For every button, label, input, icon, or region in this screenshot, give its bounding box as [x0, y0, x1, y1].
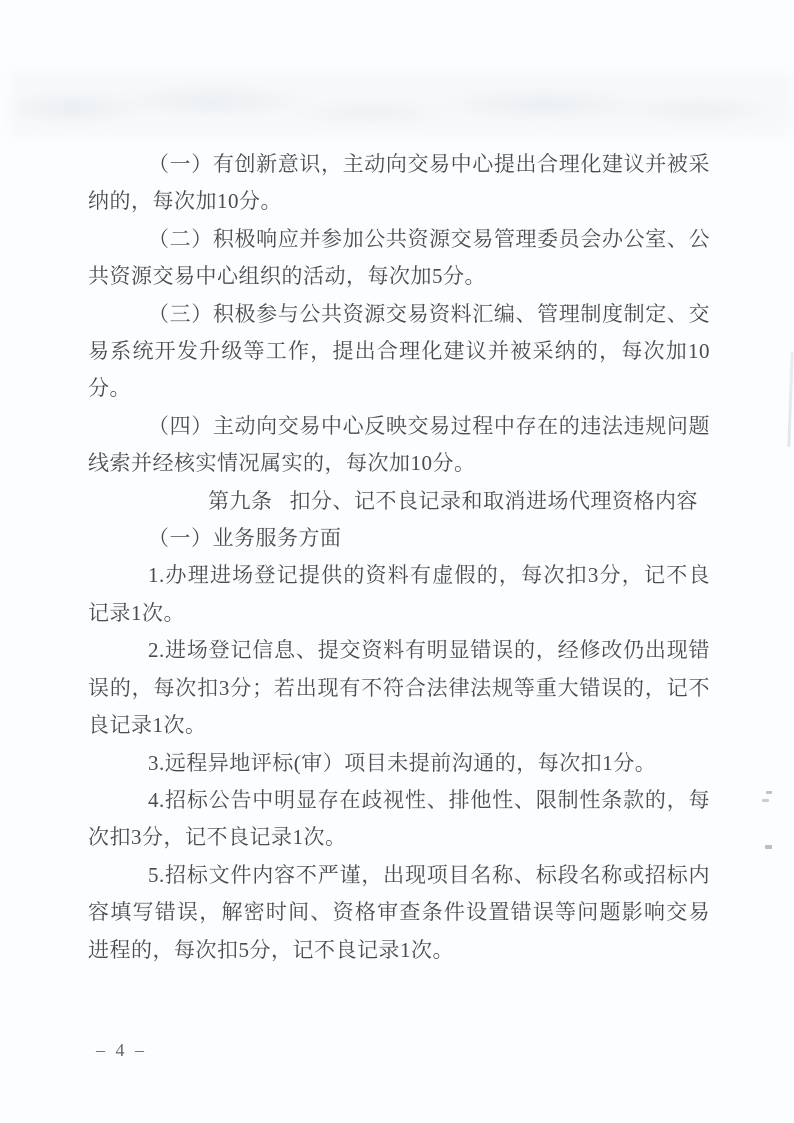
bonus-clause-3: （三）积极参与公共资源交易资料汇编、管理制度制定、交易系统开发升级等工作，提出合理化建议并被采纳的，每次加10分。 [88, 301, 710, 401]
bonus-clause-1: （一）有创新意识，主动向交易中心提出合理化建议并被采纳的，每次加10分。 [88, 152, 710, 214]
scan-speck-artifact [766, 791, 772, 794]
scan-speck-artifact [762, 799, 769, 802]
deduction-item-2: 2.进场登记信息、提交资料有明显错误的，经修改仍出现错误的，每次扣3分；若出现有不符合法律法规等重大错误的，记不良记录1次。 [88, 638, 710, 738]
deduction-item-5: 5.招标文件内容不严谨，出现项目名称、标段名称或招标内容填写错误，解密时间、资格审查条件设置错误等问题影响交易进程的，每次扣5分，记不良记录1次。 [88, 862, 710, 962]
subsection-heading-business-service: （一）业务服务方面 [148, 526, 342, 551]
article-9-title: 扣分、记不良记录和取消进场代理资格内容 [289, 488, 698, 513]
article-9-number: 第九条 [208, 488, 273, 513]
deduction-item-1: 1.办理进场登记提供的资料有虚假的，每次扣3分，记不良记录1次。 [88, 563, 710, 625]
deduction-item-3: 3.远程异地评标(审）项目未提前沟通的，每次扣1分。 [148, 750, 657, 775]
scan-edge-artifact [787, 352, 793, 447]
page-number: – 4 – [96, 1040, 147, 1060]
article-9-heading [88, 483, 710, 520]
document-body [88, 146, 710, 969]
deduction-item-4: 4.招标公告中明显存在歧视性、排他性、限制性条款的，每次扣3分，记不良记录1次。 [88, 787, 710, 850]
bonus-clause-2: （二）积极响应并参加公共资源交易管理委员会办公室、公共资源交易中心组织的活动，每次加5分。 [88, 226, 710, 289]
bonus-clause-4: （四）主动向交易中心反映交易过程中存在的违法违规问题线索并经核实情况属实的，每次加10分。 [88, 413, 710, 476]
ink-bleed-through-artifact [10, 72, 794, 138]
scan-speck-artifact [765, 845, 772, 849]
